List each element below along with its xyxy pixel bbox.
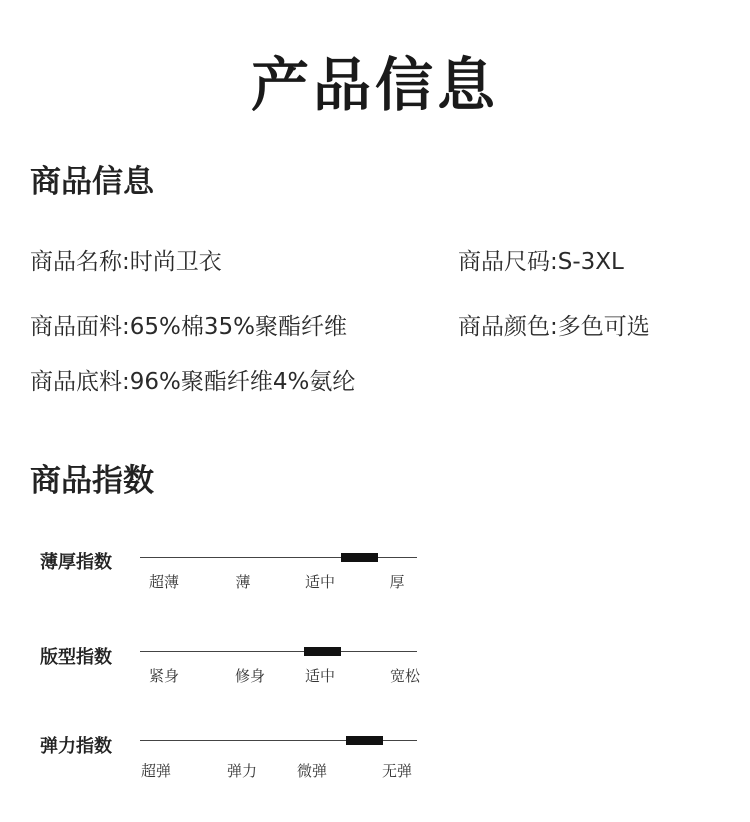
- scale-label: 薄厚指数: [40, 552, 112, 573]
- tick-label: 微弹: [296, 762, 328, 780]
- tick-label: 适中: [304, 573, 336, 591]
- product-info-heading: 商品信息: [30, 164, 154, 200]
- tick-label: 薄: [235, 573, 251, 591]
- scale-label: 版型指数: [40, 647, 112, 668]
- product-fabric: 商品面料:65%棉35%聚酯纤维: [30, 314, 347, 340]
- product-index-heading: 商品指数: [30, 463, 154, 499]
- tick-label: 弹力: [226, 762, 258, 780]
- product-lining: 商品底料:96%聚酯纤维4%氨纶: [30, 369, 356, 395]
- tick-label: 厚: [389, 573, 405, 591]
- scale-selected-marker: [304, 647, 341, 656]
- product-color: 商品颜色:多色可选: [458, 314, 650, 340]
- scale-track: [140, 651, 417, 652]
- scale-selected-marker: [346, 736, 383, 745]
- tick-label: 适中: [304, 667, 336, 685]
- tick-label: 无弹: [381, 762, 413, 780]
- scale-selected-marker: [341, 553, 378, 562]
- tick-label: 超薄: [148, 573, 180, 591]
- scale-label: 弹力指数: [40, 736, 112, 757]
- tick-label: 修身: [234, 667, 266, 685]
- product-size: 商品尺码:S-3XL: [458, 249, 624, 275]
- product-name: 商品名称:时尚卫衣: [30, 249, 222, 275]
- tick-label: 紧身: [148, 667, 180, 685]
- tick-label: 超弹: [140, 762, 172, 780]
- tick-label: 宽松: [389, 667, 421, 685]
- page-title: 产品信息: [250, 51, 499, 119]
